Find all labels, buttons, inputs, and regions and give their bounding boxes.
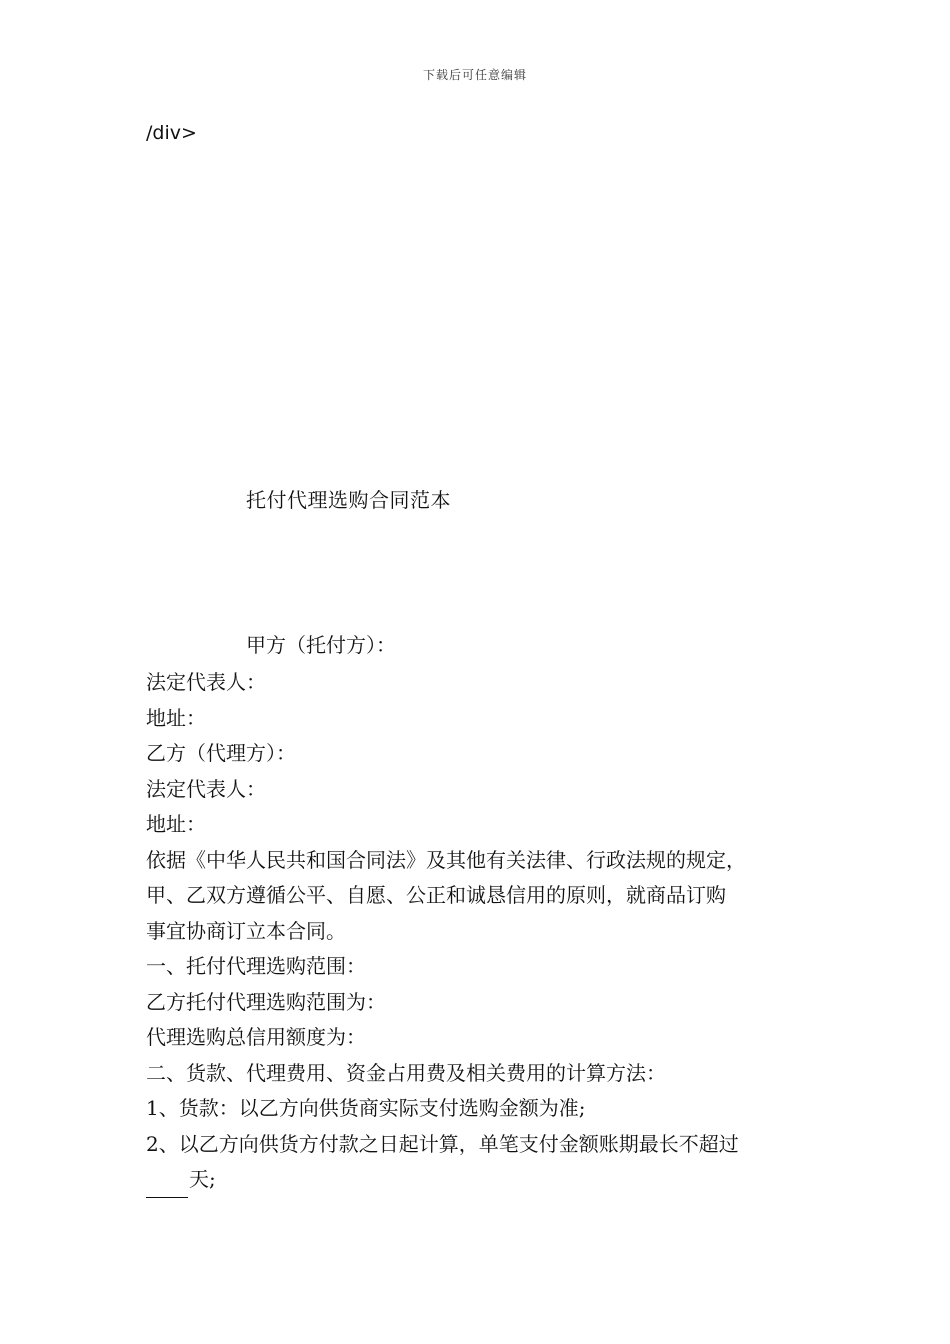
section-2-item-2-continued — [146, 1162, 826, 1198]
party-b-address-line: 地址： — [146, 812, 206, 836]
party-a-label: 甲方（托付方）： — [246, 633, 396, 657]
stray-markup-text: /div> — [146, 122, 197, 144]
section-2-heading: 二、货款、代理费用、资金占用费及相关费用的计算方法： — [146, 1060, 666, 1085]
party-a-address-line: 地址： — [146, 705, 206, 730]
party-a-representative-line: 法定代表人： — [146, 670, 266, 694]
fill-in-blank — [146, 1175, 188, 1198]
days-suffix: 天; — [189, 1167, 216, 1191]
section-2-item-2: 2、以乙方向供货方付款之日起计算，单笔支付金额账期最长不超过 — [146, 1131, 739, 1156]
party-b-representative-line: 法定代表人： — [146, 776, 266, 801]
page-header-note: 下载后可任意编辑 — [422, 68, 527, 82]
section-1-credit-line: 代理选购总信用额度为： — [146, 1025, 366, 1049]
preamble-line-1: 依据《中华人民共和国合同法》及其他有关法律、行政法规的规定， — [146, 847, 746, 872]
preamble-line-3: 事宜协商订立本合同。 — [146, 918, 346, 943]
preamble-line-2: 甲、乙双方遵循公平、自愿、公正和诚恳信用的原则，就商品订购 — [146, 883, 726, 907]
section-1-heading: 一、托付代理选购范围： — [146, 954, 366, 978]
section-2-item-1: 1、货款：以乙方向供货商实际支付选购金额为准; — [146, 1096, 586, 1120]
contract-body — [146, 665, 826, 1198]
section-1-scope-line: 乙方托付代理选购范围为： — [146, 989, 386, 1014]
document-title: 托付代理选购合同范本 — [246, 488, 451, 512]
party-b-label-line: 乙方（代理方）： — [146, 741, 296, 765]
